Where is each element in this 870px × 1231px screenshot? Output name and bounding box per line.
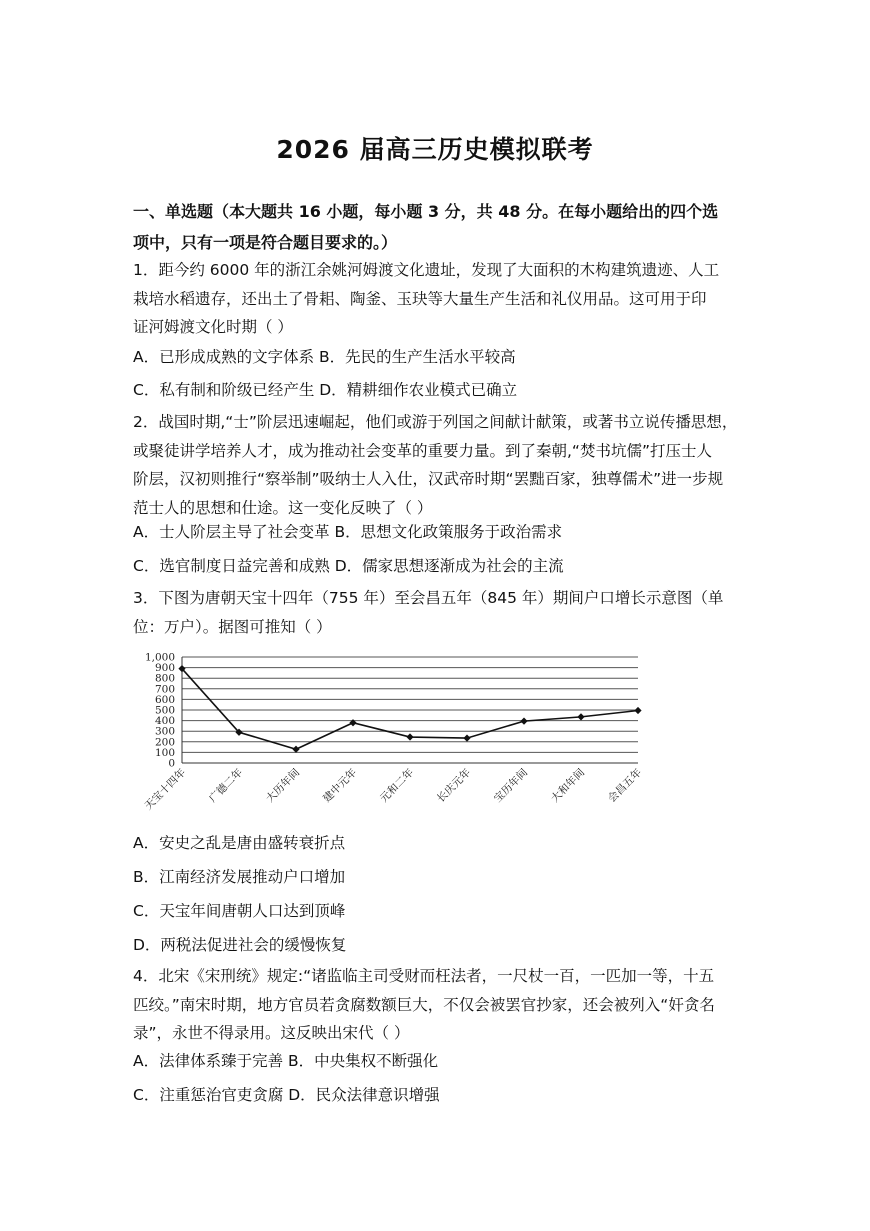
y-tick-label: 700	[154, 683, 175, 696]
question-2-options-cd: C．选官制度日益完善和成熟 D．儒家思想逐渐成为社会的主流	[133, 557, 564, 575]
data-point	[406, 733, 413, 740]
question-2-options-ab: A．士人阶层主导了社会变革 B．思想文化政策服务于政治需求	[133, 523, 563, 541]
question-1-options-ab: A．已形成成熟的文字体系 B．先民的生产生活水平较高	[133, 348, 516, 366]
x-tick-label: 会昌五年	[605, 766, 645, 805]
y-tick-label: 800	[154, 672, 175, 685]
question-3-line-2: 位：万户）。据图可推知（ ）	[133, 617, 332, 636]
x-tick-label: 广德二年	[206, 766, 246, 805]
data-point	[520, 718, 527, 725]
question-1-line-1: 1．距今约 6000 年的浙江余姚河姆渡文化遗址，发现了大面积的木构建筑遗迹、人工	[133, 261, 720, 279]
page-title: 2026 届高三历史模拟联考	[276, 135, 594, 164]
question-1-stem	[133, 256, 748, 342]
y-tick-label: 1,000	[144, 651, 175, 664]
section-heading	[133, 196, 733, 258]
section-heading-line-2: 项中，只有一项是符合题目要求的。）	[133, 233, 398, 252]
x-tick-label: 元和二年	[377, 766, 417, 805]
question-2-line-3: 阶层，汉初则推行“察举制”吸纳士人入仕，汉武帝时期“罢黜百家，独尊儒术”进一步规	[133, 470, 724, 488]
question-3-line-1: 3．下图为唐朝天宝十四年（755 年）至会昌五年（845 年）期间户口增长示意图（单	[133, 589, 724, 607]
household-growth-chart	[120, 645, 650, 830]
x-tick-label: 大历年间	[263, 766, 303, 805]
data-point	[292, 746, 299, 753]
question-4-line-2: 匹绞。”南宋时期，地方官员若贪腐数额巨大，不仅会被罢官抄家，还会被列入“奸贪名	[133, 995, 715, 1014]
y-tick-label: 200	[154, 736, 175, 749]
question-4-line-1: 4．北宋《宋刑统》规定:“诸监临主司受财而枉法者，一尺杖一百，一匹加一等，十五	[133, 967, 715, 985]
question-4-options-cd: C．注重惩治官吏贪腐 D．民众法律意识增强	[133, 1086, 440, 1104]
question-4-line-3: 录”，永世不得录用。这反映出宋代（ ）	[133, 1024, 410, 1042]
question-3-option-d: D．两税法促进社会的缓慢恢复	[133, 936, 347, 954]
question-2-line-4: 范士人的思想和仕途。这一变化反映了（ ）	[133, 498, 433, 517]
y-tick-label: 600	[154, 693, 175, 706]
question-4-stem	[133, 962, 748, 1048]
question-3-stem	[133, 584, 748, 641]
x-tick-label: 大和年间	[548, 766, 588, 805]
x-tick-label: 天宝十四年	[142, 766, 189, 813]
question-2-line-2: 或聚徒讲学培养人才，成为推动社会变革的重要力量。到了秦朝,“焚书坑儒”打压士人	[133, 441, 712, 460]
question-3-option-a: A．安史之乱是唐由盛转衰折点	[133, 834, 346, 852]
question-4-options-ab: A．法律体系臻于完善 B．中央集权不断强化	[133, 1052, 439, 1070]
question-2-line-1: 2．战国时期,“士”阶层迅速崛起，他们或游于列国之间献计献策，或著书立说传播思想，	[133, 413, 738, 431]
y-tick-label: 0	[168, 757, 175, 770]
y-tick-label: 500	[154, 704, 175, 717]
x-tick-label: 宝历年间	[491, 766, 531, 805]
section-heading-line-1: 一、单选题（本大题共 16 小题，每小题 3 分，共 48 分。在每小题给出的四个选	[133, 202, 719, 221]
data-point	[577, 713, 584, 720]
question-3-option-b: B．江南经济发展推动户口增加	[133, 868, 346, 886]
question-2-stem	[133, 408, 748, 522]
y-tick-label: 100	[154, 746, 175, 759]
y-tick-label: 900	[154, 662, 175, 675]
y-tick-label: 400	[154, 715, 175, 728]
y-tick-label: 300	[154, 725, 175, 738]
question-1-line-3: 证河姆渡文化时期（ ）	[133, 318, 293, 336]
data-point	[463, 734, 470, 741]
x-tick-label: 长庆元年	[434, 766, 474, 805]
question-1-options-cd: C．私有制和阶级已经产生 D．精耕细作农业模式已确立	[133, 381, 518, 399]
x-tick-label: 建中元年	[320, 766, 360, 805]
question-1-line-2: 栽培水稻遗存，还出土了骨耜、陶釜、玉玦等大量生产生活和礼仪用品。这可用于印	[133, 289, 707, 308]
question-3-option-c: C．天宝年间唐朝人口达到顶峰	[133, 902, 346, 920]
data-point	[634, 707, 641, 714]
